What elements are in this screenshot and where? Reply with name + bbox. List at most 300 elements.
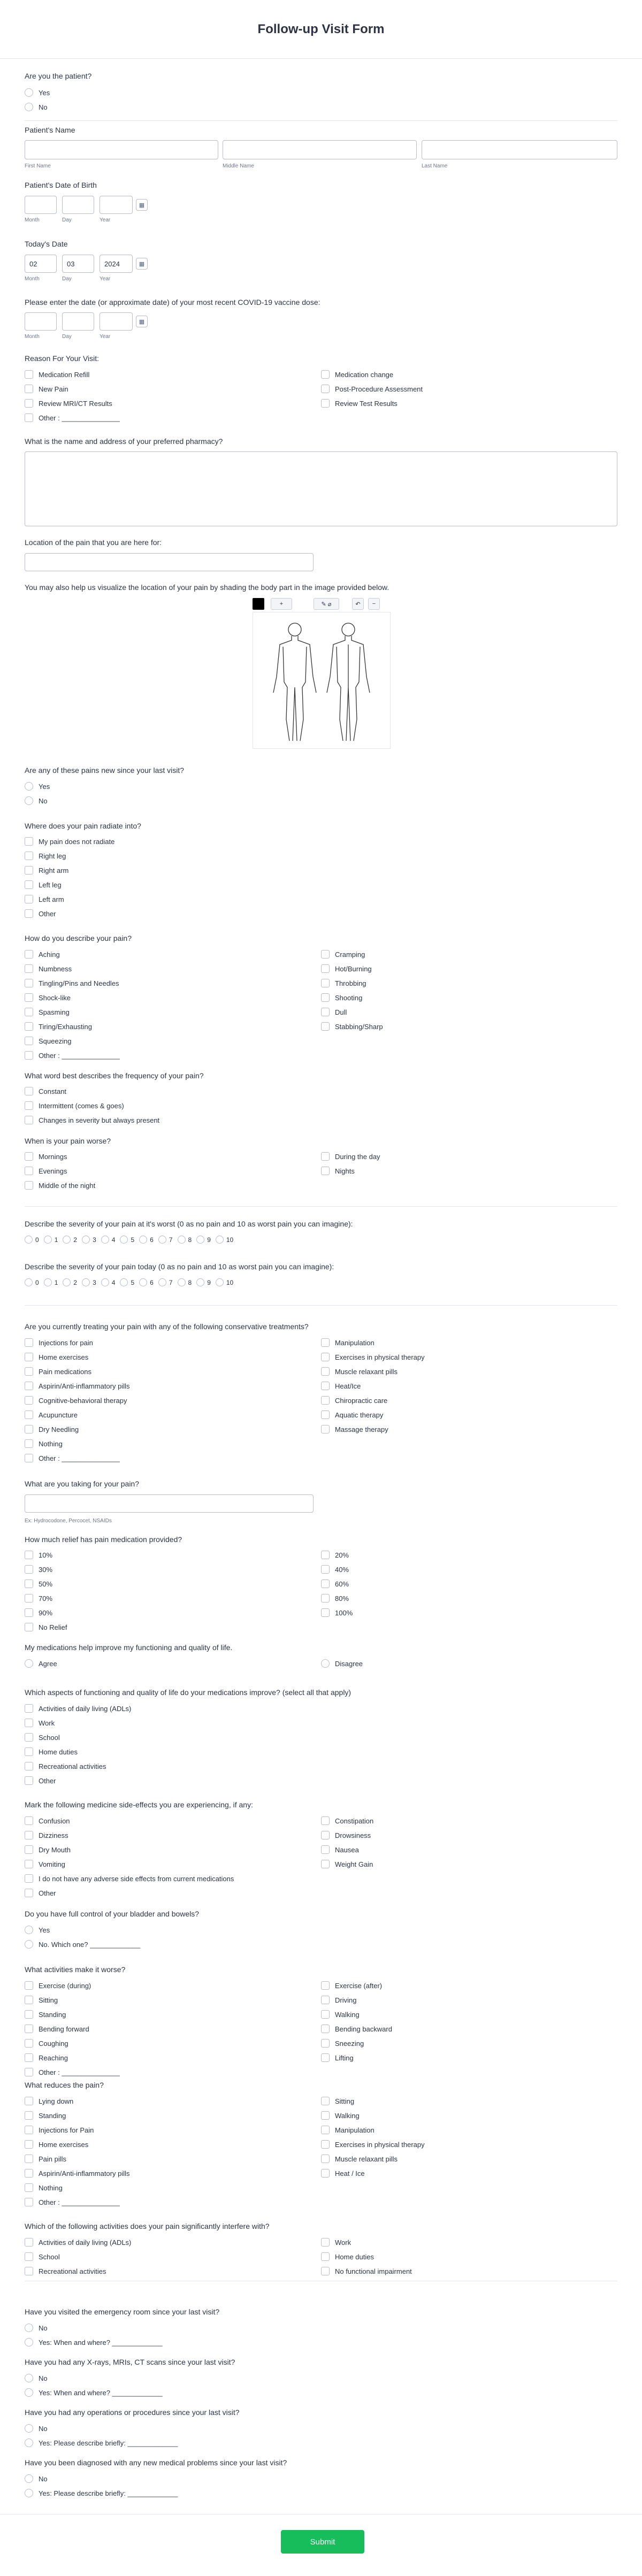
checkbox-option[interactable] [321, 2155, 398, 2163]
radio-icon[interactable] [25, 1940, 33, 1949]
checkbox-option[interactable] [321, 2126, 374, 2134]
checkbox-icon[interactable] [25, 1762, 33, 1770]
checkbox-option[interactable] [25, 1565, 52, 1574]
calendar-icon[interactable]: ▦ [136, 316, 148, 327]
checkbox-icon[interactable] [25, 2198, 33, 2206]
scale-radio[interactable] [216, 1278, 224, 1286]
checkbox-icon[interactable] [25, 2267, 33, 2275]
covid-month-input[interactable] [25, 312, 57, 331]
checkbox-icon[interactable] [25, 1101, 33, 1110]
checkbox-icon[interactable] [25, 1776, 33, 1785]
checkbox-icon[interactable] [25, 1594, 33, 1603]
checkbox-option[interactable] [25, 1860, 65, 1868]
checkbox-option[interactable] [321, 1338, 374, 1347]
checkbox-icon[interactable] [321, 1008, 330, 1016]
checkbox-option[interactable] [321, 950, 365, 959]
checkbox-option[interactable] [321, 2010, 360, 2019]
checkbox-option[interactable] [25, 1367, 91, 1376]
checkbox-icon[interactable] [25, 1425, 33, 1433]
checkbox-option[interactable] [25, 2252, 60, 2261]
pain-location-input[interactable] [25, 553, 314, 571]
checkbox-icon[interactable] [25, 413, 33, 422]
checkbox-option[interactable] [25, 1410, 78, 1419]
checkbox-icon[interactable] [25, 852, 33, 860]
checkbox-option[interactable] [321, 1167, 355, 1175]
radio-icon[interactable] [321, 1659, 330, 1668]
checkbox-icon[interactable] [25, 1396, 33, 1405]
checkbox-option[interactable] [321, 2169, 365, 2178]
checkbox-option[interactable] [321, 399, 398, 408]
radio-option[interactable]: No [25, 103, 48, 111]
radio-icon[interactable] [25, 2424, 33, 2433]
checkbox-icon[interactable] [25, 1551, 33, 1559]
checkbox-icon[interactable] [25, 1338, 33, 1347]
checkbox-option[interactable] [25, 1022, 92, 1031]
checkbox-icon[interactable] [321, 1860, 330, 1868]
checkbox-option[interactable] [321, 964, 372, 973]
checkbox-icon[interactable] [25, 2097, 33, 2105]
checkbox-icon[interactable] [321, 2010, 330, 2019]
checkbox-icon[interactable] [25, 1704, 33, 1713]
checkbox-option[interactable] [25, 1623, 67, 1631]
checkbox-icon[interactable] [25, 909, 33, 918]
checkbox-option[interactable] [321, 2238, 351, 2247]
checkbox-option[interactable] [321, 370, 393, 379]
radio-icon[interactable] [25, 1926, 33, 1934]
checkbox-icon[interactable] [321, 1608, 330, 1617]
medication-input[interactable] [25, 1494, 314, 1513]
checkbox-icon[interactable] [25, 1037, 33, 1045]
checkbox-icon[interactable] [25, 950, 33, 959]
submit-button[interactable]: Submit [281, 2530, 364, 2554]
checkbox-icon[interactable] [321, 1367, 330, 1376]
checkbox-option[interactable] [25, 2140, 88, 2149]
checkbox-icon[interactable] [25, 1051, 33, 1060]
checkbox-icon[interactable] [321, 1580, 330, 1588]
checkbox-icon[interactable] [321, 1022, 330, 1031]
checkbox-icon[interactable] [25, 399, 33, 408]
checkbox-icon[interactable] [25, 1439, 33, 1448]
today-month-input[interactable]: 02 [25, 255, 57, 273]
pharmacy-textarea[interactable] [25, 451, 617, 526]
checkbox-option[interactable] [25, 1382, 130, 1390]
radio-option[interactable] [25, 1926, 50, 1934]
checkbox-icon[interactable] [25, 1353, 33, 1361]
checkbox-icon[interactable] [321, 1816, 330, 1825]
checkbox-option[interactable] [321, 1382, 361, 1390]
checkbox-option[interactable] [25, 1831, 68, 1839]
checkbox-icon[interactable] [25, 1116, 33, 1124]
radio-option[interactable] [25, 2388, 163, 2397]
checkbox-option[interactable] [25, 993, 71, 1002]
checkbox-option[interactable] [25, 1353, 88, 1361]
checkbox-icon[interactable] [321, 950, 330, 959]
checkbox-icon[interactable] [25, 1167, 33, 1175]
checkbox-option[interactable] [25, 2155, 66, 2163]
scale-radio[interactable] [158, 1236, 166, 1244]
checkbox-option[interactable] [25, 895, 64, 903]
checkbox-icon[interactable] [25, 1889, 33, 1897]
checkbox-option[interactable] [321, 2053, 354, 2062]
covid-year-input[interactable] [100, 312, 133, 331]
checkbox-icon[interactable] [25, 2068, 33, 2076]
checkbox-icon[interactable] [321, 1425, 330, 1433]
dob-day-input[interactable] [62, 196, 94, 214]
radio-icon[interactable] [25, 2489, 33, 2497]
checkbox-option[interactable] [25, 964, 72, 973]
checkbox-icon[interactable] [25, 2169, 33, 2178]
checkbox-option[interactable] [25, 1181, 95, 1190]
checkbox-icon[interactable] [25, 1719, 33, 1727]
checkbox-option[interactable] [25, 1704, 131, 1713]
checkbox-icon[interactable] [321, 1831, 330, 1839]
checkbox-option[interactable] [25, 370, 89, 379]
radio-option[interactable] [25, 796, 48, 805]
checkbox-option[interactable] [25, 385, 68, 393]
checkbox-option[interactable] [25, 1087, 66, 1095]
checkbox-option[interactable] [25, 2267, 106, 2275]
checkbox-option[interactable] [25, 1845, 71, 1854]
checkbox-icon[interactable] [25, 1996, 33, 2004]
checkbox-option[interactable] [25, 1037, 71, 1045]
checkbox-icon[interactable] [25, 2183, 33, 2192]
checkbox-icon[interactable] [25, 1580, 33, 1588]
today-year-input[interactable]: 2024 [100, 255, 133, 273]
checkbox-icon[interactable] [321, 1338, 330, 1347]
checkbox-option[interactable] [25, 1152, 67, 1161]
radio-icon[interactable] [25, 2388, 33, 2397]
checkbox-option[interactable] [25, 1996, 58, 2004]
checkbox-option[interactable] [25, 1396, 127, 1405]
scale-radio[interactable] [139, 1278, 147, 1286]
scale-radio[interactable] [101, 1278, 109, 1286]
covid-day-input[interactable] [62, 312, 94, 331]
checkbox-icon[interactable] [321, 1981, 330, 1990]
checkbox-icon[interactable] [25, 1008, 33, 1016]
checkbox-option[interactable] [25, 2025, 89, 2033]
checkbox-icon[interactable] [321, 1410, 330, 1419]
checkbox-icon[interactable] [25, 1152, 33, 1161]
radio-option[interactable] [25, 2424, 48, 2433]
scale-radio[interactable] [178, 1278, 186, 1286]
radio-option[interactable] [25, 2474, 48, 2483]
checkbox-icon[interactable] [25, 1845, 33, 1854]
checkbox-icon[interactable] [25, 385, 33, 393]
checkbox-option[interactable] [321, 1551, 349, 1559]
checkbox-icon[interactable] [321, 2267, 330, 2275]
checkbox-option[interactable] [321, 2252, 374, 2261]
checkbox-option[interactable] [321, 1008, 347, 1016]
radio-option[interactable] [321, 1659, 363, 1668]
checkbox-option[interactable] [25, 413, 120, 422]
checkbox-option[interactable] [321, 1565, 349, 1574]
checkbox-option[interactable] [25, 979, 119, 987]
checkbox-option[interactable] [25, 1816, 70, 1825]
checkbox-icon[interactable] [25, 1747, 33, 1756]
scale-radio[interactable] [158, 1278, 166, 1286]
checkbox-option[interactable] [25, 2053, 68, 2062]
checkbox-option[interactable] [25, 1608, 52, 1617]
checkbox-option[interactable] [321, 2039, 364, 2048]
radio-option[interactable] [25, 2374, 48, 2382]
checkbox-option[interactable] [25, 1719, 55, 1727]
scale-radio[interactable] [25, 1236, 33, 1244]
checkbox-option[interactable] [321, 2111, 360, 2120]
checkbox-option[interactable] [25, 2126, 94, 2134]
checkbox-option[interactable] [321, 1860, 373, 1868]
checkbox-option[interactable] [25, 1594, 52, 1603]
color-picker[interactable] [253, 598, 264, 610]
checkbox-option[interactable] [321, 1353, 425, 1361]
checkbox-option[interactable] [321, 1831, 371, 1839]
radio-icon[interactable] [25, 1659, 33, 1668]
checkbox-icon[interactable] [25, 2111, 33, 2120]
radio-option[interactable]: Yes [25, 88, 50, 97]
checkbox-option[interactable] [321, 1410, 383, 1419]
radio-option[interactable] [25, 1659, 57, 1668]
brush-tool[interactable]: ✎ ⌀ [314, 598, 339, 610]
checkbox-icon[interactable] [25, 1022, 33, 1031]
checkbox-icon[interactable] [25, 880, 33, 889]
checkbox-option[interactable] [321, 1608, 353, 1617]
checkbox-icon[interactable] [321, 2097, 330, 2105]
checkbox-icon[interactable] [25, 2238, 33, 2247]
body-diagram-canvas[interactable] [253, 612, 391, 749]
radio-icon[interactable] [25, 2439, 33, 2447]
checkbox-option[interactable] [321, 385, 423, 393]
checkbox-icon[interactable] [25, 2140, 33, 2149]
checkbox-icon[interactable] [25, 2039, 33, 2048]
checkbox-icon[interactable] [321, 964, 330, 973]
checkbox-icon[interactable] [321, 1594, 330, 1603]
checkbox-icon[interactable] [25, 2025, 33, 2033]
severity-scale[interactable] [25, 1278, 238, 1286]
checkbox-option[interactable] [25, 2169, 130, 2178]
scale-radio[interactable] [25, 1278, 33, 1286]
checkbox-icon[interactable] [321, 979, 330, 987]
checkbox-icon[interactable] [321, 2140, 330, 2149]
checkbox-option[interactable] [25, 1116, 159, 1124]
checkbox-option[interactable] [25, 399, 112, 408]
checkbox-icon[interactable] [321, 1152, 330, 1161]
checkbox-option[interactable] [25, 2111, 66, 2120]
checkbox-icon[interactable] [321, 399, 330, 408]
scale-radio[interactable] [63, 1236, 71, 1244]
radio-icon[interactable] [25, 782, 33, 791]
checkbox-icon[interactable] [321, 1396, 330, 1405]
checkbox-option[interactable] [25, 1454, 120, 1462]
scale-radio[interactable] [44, 1278, 52, 1286]
checkbox-icon[interactable] [25, 1087, 33, 1095]
checkbox-option[interactable] [321, 1996, 356, 2004]
checkbox-icon[interactable] [25, 1382, 33, 1390]
checkbox-icon[interactable] [25, 2126, 33, 2134]
checkbox-icon[interactable] [321, 1353, 330, 1361]
scale-radio[interactable] [120, 1236, 128, 1244]
checkbox-icon[interactable] [25, 1831, 33, 1839]
checkbox-option[interactable] [25, 1051, 120, 1060]
checkbox-icon[interactable] [321, 385, 330, 393]
checkbox-option[interactable] [25, 2068, 120, 2076]
middle-name-input[interactable] [223, 140, 417, 159]
checkbox-icon[interactable] [321, 2252, 330, 2261]
checkbox-option[interactable] [321, 2267, 412, 2275]
scale-radio[interactable] [196, 1236, 204, 1244]
radio-option[interactable] [25, 2489, 178, 2497]
checkbox-icon[interactable] [321, 2169, 330, 2178]
checkbox-icon[interactable] [321, 2238, 330, 2247]
scale-radio[interactable] [178, 1236, 186, 1244]
checkbox-option[interactable] [321, 1425, 388, 1433]
checkbox-option[interactable] [25, 1580, 52, 1588]
checkbox-option[interactable] [25, 880, 62, 889]
checkbox-icon[interactable] [25, 895, 33, 903]
checkbox-icon[interactable] [25, 866, 33, 875]
radio-icon[interactable] [25, 2338, 33, 2347]
scale-radio[interactable] [82, 1236, 90, 1244]
radio-icon[interactable] [25, 2374, 33, 2382]
checkbox-option[interactable] [25, 909, 56, 918]
checkbox-icon[interactable] [321, 1551, 330, 1559]
checkbox-option[interactable] [321, 2097, 354, 2105]
scale-radio[interactable] [196, 1278, 204, 1286]
checkbox-option[interactable] [25, 1101, 124, 1110]
checkbox-icon[interactable] [25, 1816, 33, 1825]
checkbox-icon[interactable] [25, 993, 33, 1002]
checkbox-option[interactable] [25, 2039, 68, 2048]
checkbox-option[interactable] [25, 1551, 52, 1559]
checkbox-option[interactable] [321, 1580, 349, 1588]
radio-option[interactable] [25, 2324, 48, 2332]
checkbox-option[interactable] [321, 1022, 383, 1031]
last-name-input[interactable] [422, 140, 617, 159]
checkbox-icon[interactable] [25, 1181, 33, 1190]
checkbox-icon[interactable] [321, 370, 330, 379]
checkbox-icon[interactable] [25, 964, 33, 973]
checkbox-option[interactable] [25, 1733, 60, 1742]
checkbox-icon[interactable] [321, 2126, 330, 2134]
checkbox-icon[interactable] [321, 1382, 330, 1390]
checkbox-option[interactable] [321, 1396, 387, 1405]
checkbox-option[interactable] [25, 1439, 63, 1448]
checkbox-option[interactable] [25, 2010, 66, 2019]
severity-scale[interactable] [25, 1236, 238, 1244]
checkbox-icon[interactable] [25, 1623, 33, 1631]
scale-radio[interactable] [120, 1278, 128, 1286]
checkbox-icon[interactable] [321, 2039, 330, 2048]
checkbox-option[interactable] [321, 2140, 425, 2149]
checkbox-option[interactable] [25, 1338, 93, 1347]
checkbox-icon[interactable] [25, 1410, 33, 1419]
calendar-icon[interactable]: ▦ [136, 199, 148, 211]
checkbox-icon[interactable] [321, 1996, 330, 2004]
checkbox-icon[interactable] [25, 837, 33, 846]
checkbox-option[interactable] [25, 1889, 56, 1897]
scale-radio[interactable] [63, 1278, 71, 1286]
scale-radio[interactable] [44, 1236, 52, 1244]
scale-radio[interactable] [82, 1278, 90, 1286]
checkbox-option[interactable] [25, 2198, 120, 2206]
checkbox-option[interactable] [25, 837, 114, 846]
checkbox-icon[interactable] [25, 1981, 33, 1990]
checkbox-option[interactable] [25, 1981, 91, 1990]
today-day-input[interactable]: 03 [62, 255, 94, 273]
dob-month-input[interactable] [25, 196, 57, 214]
checkbox-icon[interactable] [25, 1367, 33, 1376]
first-name-input[interactable] [25, 140, 218, 159]
checkbox-option[interactable] [321, 1845, 359, 1854]
scale-radio[interactable] [101, 1236, 109, 1244]
checkbox-option[interactable] [25, 1776, 56, 1785]
checkbox-icon[interactable] [25, 2252, 33, 2261]
scale-radio[interactable] [216, 1236, 224, 1244]
checkbox-icon[interactable] [25, 979, 33, 987]
checkbox-icon[interactable] [25, 370, 33, 379]
radio-icon[interactable] [25, 796, 33, 805]
checkbox-option[interactable] [321, 1152, 380, 1161]
checkbox-option[interactable] [321, 1367, 398, 1376]
checkbox-option[interactable] [25, 950, 60, 959]
checkbox-option[interactable] [321, 1981, 382, 1990]
checkbox-option[interactable] [25, 1167, 67, 1175]
checkbox-option[interactable] [25, 1425, 79, 1433]
checkbox-option[interactable] [321, 1594, 349, 1603]
radio-option[interactable] [25, 2439, 178, 2447]
checkbox-icon[interactable] [25, 1565, 33, 1574]
checkbox-option[interactable] [25, 1874, 234, 1883]
zoom-in-button[interactable]: + [271, 598, 292, 610]
radio-icon[interactable] [25, 2474, 33, 2483]
checkbox-option[interactable] [25, 2238, 131, 2247]
zoom-out-button[interactable]: − [368, 598, 380, 610]
checkbox-option[interactable] [25, 2097, 73, 2105]
checkbox-icon[interactable] [25, 2010, 33, 2019]
checkbox-icon[interactable] [25, 1608, 33, 1617]
checkbox-icon[interactable] [321, 1845, 330, 1854]
checkbox-icon[interactable] [321, 1565, 330, 1574]
checkbox-icon[interactable] [321, 2025, 330, 2033]
checkbox-option[interactable] [321, 1816, 373, 1825]
checkbox-icon[interactable] [25, 2053, 33, 2062]
checkbox-icon[interactable] [25, 1454, 33, 1462]
checkbox-option[interactable] [25, 1747, 78, 1756]
checkbox-option[interactable] [321, 979, 366, 987]
dob-year-input[interactable] [100, 196, 133, 214]
checkbox-option[interactable] [25, 2183, 63, 2192]
checkbox-icon[interactable] [321, 2111, 330, 2120]
checkbox-option[interactable] [321, 993, 362, 1002]
checkbox-icon[interactable] [321, 2155, 330, 2163]
checkbox-option[interactable] [25, 866, 68, 875]
checkbox-icon[interactable] [25, 1860, 33, 1868]
calendar-icon[interactable]: ▦ [136, 258, 148, 270]
checkbox-icon[interactable] [321, 1167, 330, 1175]
checkbox-option[interactable] [25, 1762, 106, 1770]
checkbox-icon[interactable] [321, 2053, 330, 2062]
radio-option[interactable] [25, 782, 50, 791]
scale-radio[interactable] [139, 1236, 147, 1244]
checkbox-icon[interactable] [25, 2155, 33, 2163]
checkbox-icon[interactable] [25, 1874, 33, 1883]
radio-option[interactable] [25, 2338, 163, 2347]
undo-button[interactable]: ↶ [352, 598, 364, 610]
radio-icon[interactable] [25, 2324, 33, 2332]
checkbox-option[interactable] [25, 852, 66, 860]
checkbox-icon[interactable] [321, 993, 330, 1002]
checkbox-option[interactable] [25, 1008, 70, 1016]
checkbox-icon[interactable] [25, 1733, 33, 1742]
checkbox-option[interactable] [321, 2025, 392, 2033]
